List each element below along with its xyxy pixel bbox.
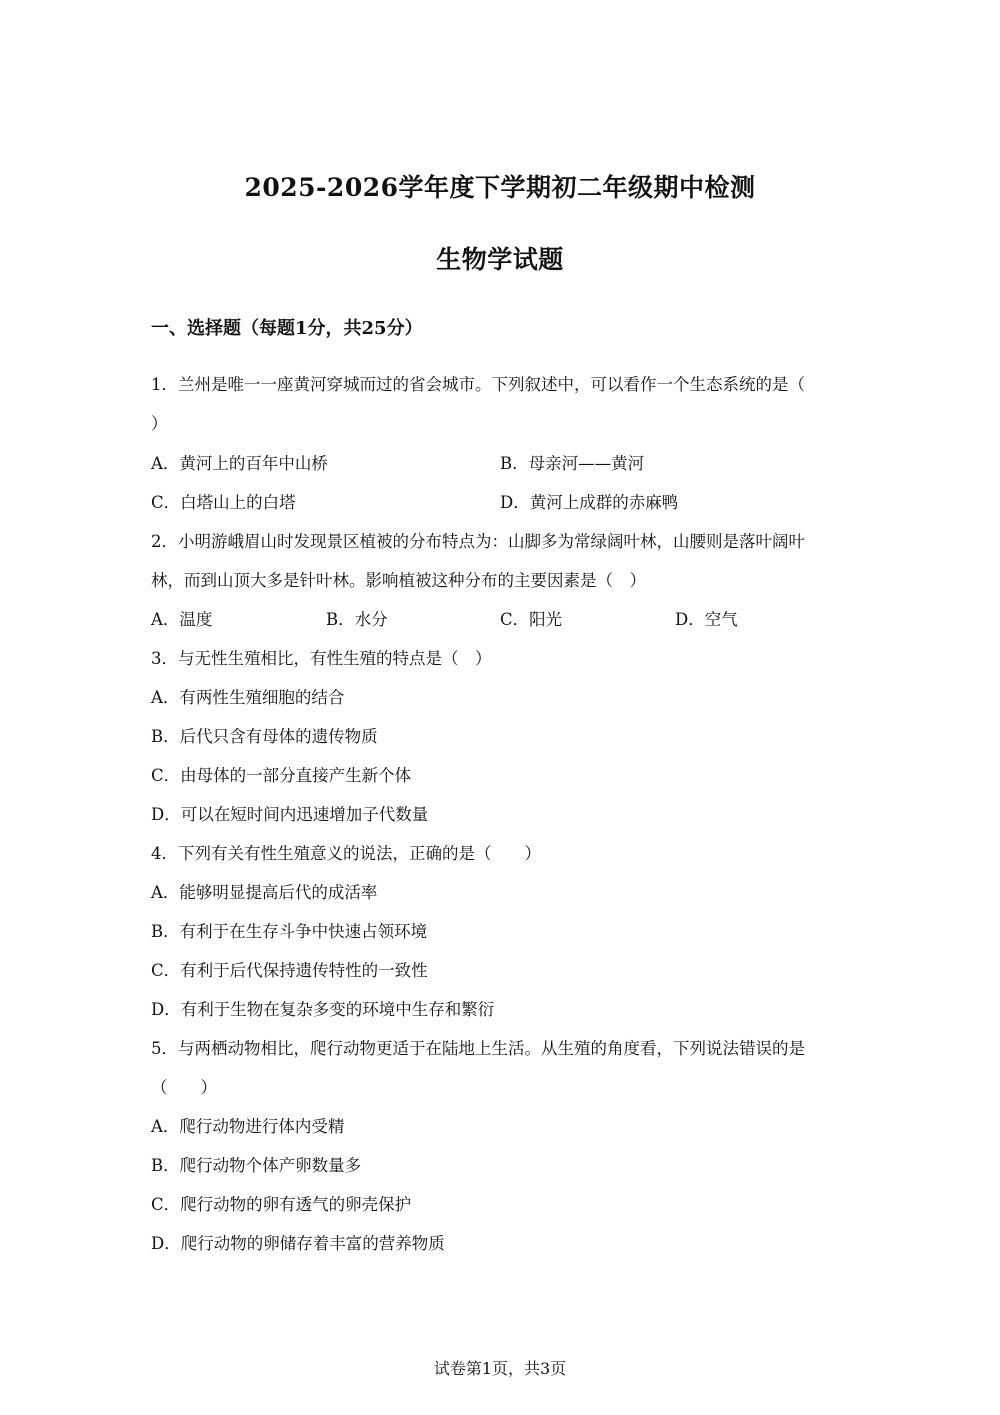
question-1-option-b: B．母亲河——黄河 xyxy=(500,454,645,473)
question-3-option-b: B．后代只含有母体的遗传物质 xyxy=(151,727,378,746)
question-1-stem: 1．兰州是唯一一座黄河穿城而过的省会城市。下列叙述中，可以看作一个生态系统的是（ xyxy=(151,375,805,394)
question-3-stem: 3．与无性生殖相比，有性生殖的特点是（ ） xyxy=(151,649,492,668)
question-4-option-b: B．有利于在生存斗争中快速占领环境 xyxy=(151,922,428,941)
question-4-option-c: C．有利于后代保持遗传特性的一致性 xyxy=(151,961,428,980)
exam-title: 2025-2026学年度下学期初二年级期中检测 xyxy=(244,173,756,202)
question-4-option-d: D．有利于生物在复杂多变的环境中生存和繁衍 xyxy=(151,1000,495,1019)
question-3-option-c: C．由母体的一部分直接产生新个体 xyxy=(151,766,412,785)
question-5-option-b: B．爬行动物个体产卵数量多 xyxy=(151,1156,362,1175)
question-2-option-d: D．空气 xyxy=(675,610,738,629)
question-5-option-c: C．爬行动物的卵有透气的卵壳保护 xyxy=(151,1195,412,1214)
question-3-option-a: A．有两性生殖细胞的结合 xyxy=(151,688,345,707)
question-2-stem-continued: 林，而到山顶大多是针叶林。影响植被这种分布的主要因素是（ ） xyxy=(151,571,646,590)
question-4-stem: 4．下列有关有性生殖意义的说法，正确的是（ ） xyxy=(151,844,541,863)
page-footer: 试卷第1页，共3页 xyxy=(433,1359,567,1378)
question-2-option-c: C．阳光 xyxy=(500,610,563,629)
question-2-option-b: B．水分 xyxy=(326,610,388,629)
question-5-option-d: D．爬行动物的卵储存着丰富的营养物质 xyxy=(151,1234,445,1253)
question-3-option-d: D．可以在短时间内迅速增加子代数量 xyxy=(151,805,429,824)
question-1-stem-continued: ） xyxy=(151,414,168,433)
question-2-stem: 2．小明游峨眉山时发现景区植被的分布特点为：山脚多为常绿阔叶林，山腰则是落叶阔叶 xyxy=(151,532,805,551)
question-4-option-a: A．能够明显提高后代的成活率 xyxy=(151,883,378,902)
exam-subtitle: 生物学试题 xyxy=(436,245,564,274)
question-1-option-d: D．黄河上成群的赤麻鸭 xyxy=(500,493,679,512)
question-5-stem-continued: （ ） xyxy=(151,1078,217,1097)
question-1-option-a: A．黄河上的百年中山桥 xyxy=(151,454,328,473)
question-2-option-a: A．温度 xyxy=(151,610,213,629)
question-5-option-a: A．爬行动物进行体内受精 xyxy=(151,1117,345,1136)
question-5-stem: 5．与两栖动物相比，爬行动物更适于在陆地上生活。从生殖的角度看，下列说法错误的是 xyxy=(151,1039,805,1058)
section-heading: 一、选择题（每题1分，共25分） xyxy=(151,318,423,339)
question-1-option-c: C．白塔山上的白塔 xyxy=(151,493,296,512)
